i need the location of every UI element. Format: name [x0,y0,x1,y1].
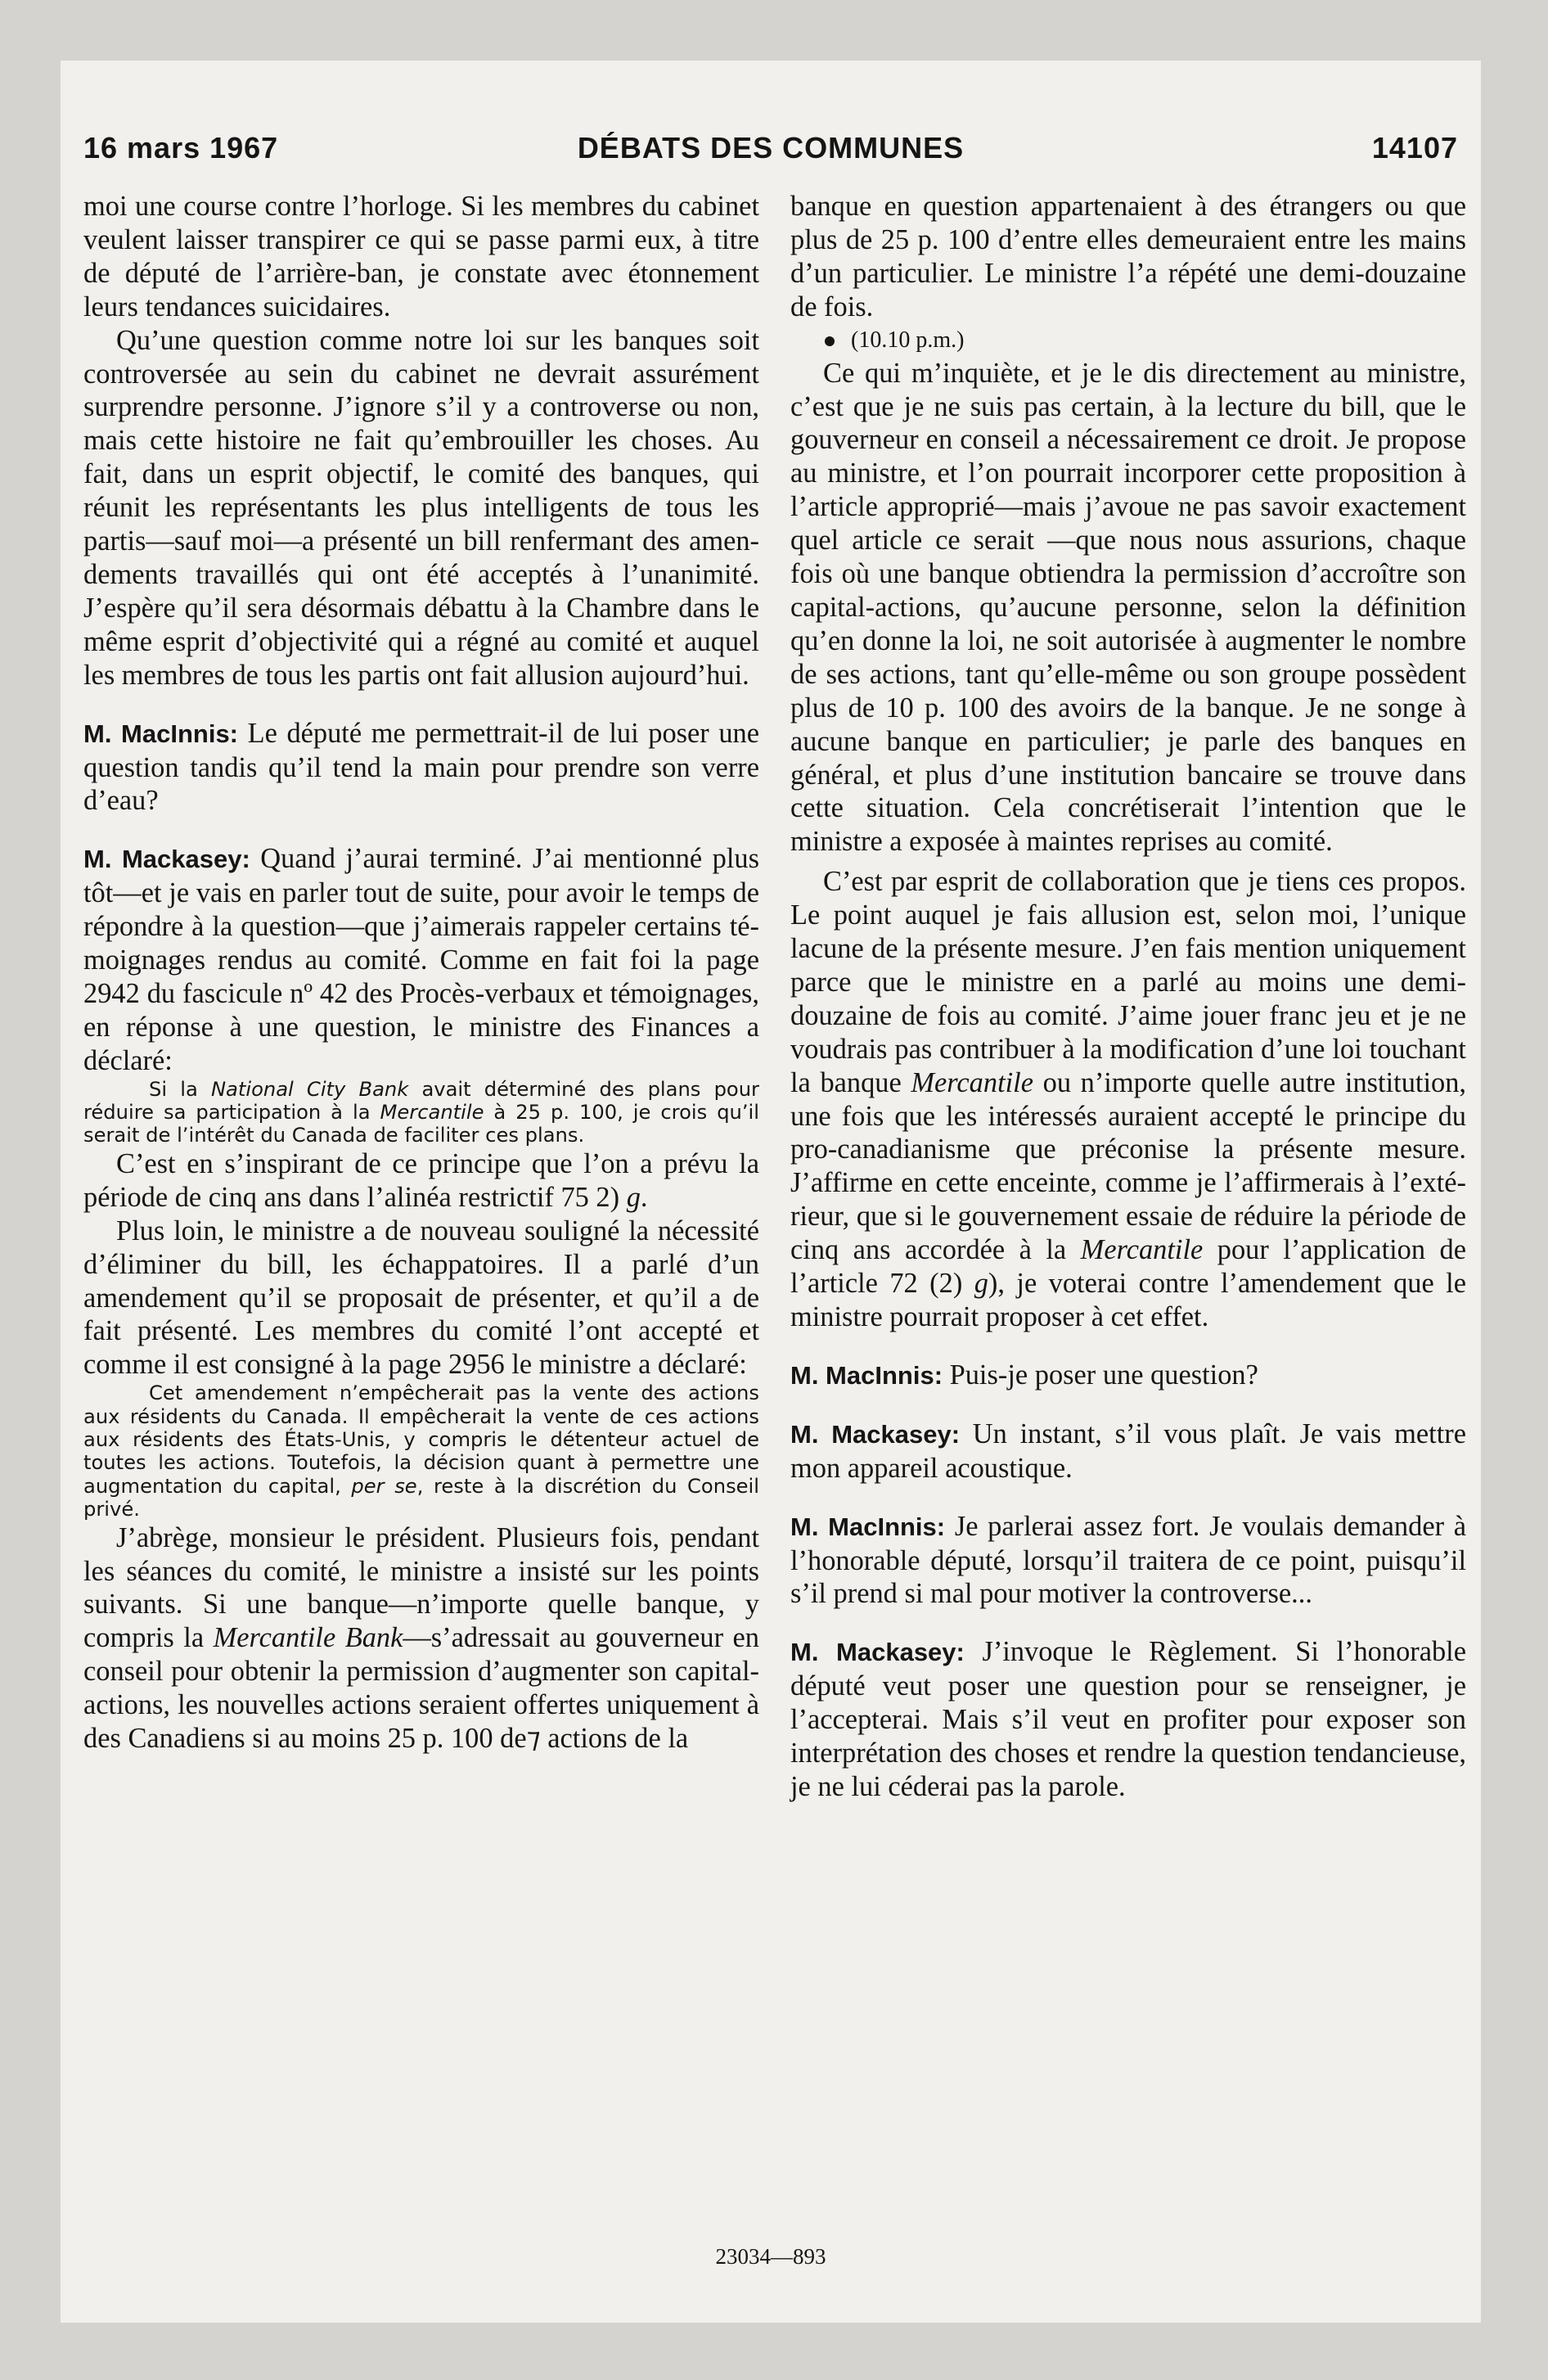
bullet-icon [825,336,835,346]
block-quote: Cet amendement n’empêcherait pas la vente des actions aux résidents du Canada. Il empêcherait la vente de ces actions aux résidents des États-Unis, y compris le détenteur actuel de toutes les actions. Toutefois, la décision quant à permettre une augmentation du capital, per se, reste à la discrétion du Conseil privé. [83,1382,759,1521]
paragraph: banque en question appartenaient à des étrangers ou que plus de 25 p. 100 d’entre elles demeuraient entre les mains d’un particulier. Le ministre l’a répété une demi-douzaine de fois. [790,191,1466,322]
speaker-turn [790,1510,1466,1611]
paragraph: C’est en s’inspirant de ce principe que l’on a prévu la période de cinq ans dans l’alinéa restrictif 75 2) g. [83,1147,759,1213]
paragraph: C’est par esprit de collaboration que je tiens ces propos. Le point auquel je fais allusion est, selon moi, l’unique lacune de la présente mesure. J’en fais mention uniquement parce que le ministre en a parlé au moins une demi-douzaine de fois au comité. J’aime jouer franc jeu et je ne voudrais pas contribuer à la modification d’une loi touchant la banque Mercantile ou n’importe quelle autre institution, une fois que les intéressés auraient accepté le principe du pro-canadianisme que préconise la présente mesure. J’affirme en cette enceinte, comme je l’affirmerais à l’extérieur, que si le gouvernement essaie de réduire la période de cinq ans accordée à la Mercantile pour l’application de l’article 72 (2) g), je voterai contre l’amendement que le ministre pourrait proposer à cet effet. [790,866,1466,1332]
speaker-name: M. MacInnis: [83,719,239,748]
block-quote: Si la National City Bank avait déterminé des plans pour réduire sa participation à la Mercantile à 25 p. 100, je crois qu’il serait de l’intérêt du Canada de faciliter ces plans. [83,1077,759,1147]
speaker-turn [83,842,759,1077]
paragraph: Ce qui m’inquiète, et je le dis directement au ministre, c’est que je ne suis pas certain, à la lecture du bill, que le gouverneur en conseil a nécessairement ce droit. Je propose au ministre, et l’on pourrait incorporer cette proposition à l’article approprié—mais j’avoue ne pas savoir exactement quel article ce serait —que nous nous assurions, chaque fois où une banque obtiendra la permission d’accroître son capital-actions, qu’aucune personne, selon la définition qu’en donne la loi, ne soit autorisée à augmenter le nombre de ses actions, tant qu’elle-même ou son groupe possèdent plus de 10 p. 100 des avoirs de la banque. Je ne songe à aucune banque en particulier; je parle des banques en général, et plus d’une institution bancaire se trouve dans cette situation. Cela concrétiserait l’intention que le ministre a exposée à maintes reprises au comité. [790,357,1466,858]
speaker-name: M. Mackasey: [790,1638,965,1667]
speaker-name: M. Mackasey: [790,1419,961,1449]
time-marker: (10.10 p.m.) [790,324,1466,357]
speaker-turn [83,717,759,818]
speech-text: Puis-je poser une question? [943,1359,1258,1391]
page-footer: 23034—893 [715,2244,826,2269]
speaker-turn [790,1635,1466,1804]
speaker-name: M. MacInnis: [790,1512,946,1541]
speech-text: Le député me permettrait-il de lui poser une question tandis qu’il tend la main pour prendre son verre d’eau? [83,717,760,817]
document-page [61,61,1481,2323]
speaker-name: M. MacInnis: [790,1360,943,1390]
paragraph: Qu’une question comme notre loi sur les banques soit controversée au sein du cabinet ne devrait assurément surprendre personne. J’ignore s’il y a controverse ou non, mais cette histoire ne fait qu’embrouiller les choses. Au fait, dans un esprit objectif, le comité des banques, qui réunit les représentants les plus intelligents de tous les partis—sauf moi—a présenté un bill renfermant des amendements travaillés qui ont été acceptés à l’unanimité. J’espère qu’il sera désormais débattu à la Chambre dans le même esprit d’objectivité qui a régné au comité et auquel les membres de tous les partis ont fait allusion aujourd’hui. [83,324,759,691]
header-page-number: 14107 [1371,131,1458,165]
speaker-turn [790,1418,1466,1485]
page-header [83,131,1458,172]
speech-text: Un instant, s’il vous plaît. Je vais mettre mon appareil acoustique. [790,1418,1466,1484]
right-column [790,190,1466,1804]
speech-text: Je parlerai assez fort. Je voulais demander à l’honorable député, lorsqu’il traitera de ce point, puisqu’il s’il prend si mal pour motiver la controverse... [790,1510,1466,1610]
header-date: 16 mars 1967 [83,131,279,165]
speech-text: J’invoque le Règlement. Si l’honorable député veut poser une question pour se renseigner, je l’accepterai. Mais s’il veut en profiter pour exposer son interprétation des choses et rendre la question tendancieuse, je ne lui céderai pas la parole. [790,1636,1467,1802]
paragraph: moi une course contre l’horloge. Si les membres du cabinet veulent laisser transpirer ce qui se passe parmi eux, à titre de député de l’arrière-ban, je constate avec étonnement leurs tendances suicidaires. [83,191,759,322]
speaker-name: M. Mackasey: [83,845,250,874]
speaker-turn [790,1359,1466,1393]
paragraph: J’abrège, monsieur le président. Plusieurs fois, pendant les séances du comité, le ministre a insisté sur les points suivants. Si une banque—n’importe quelle banque, y compris la Mercantile Bank—s’adressait au gouverneur en conseil pour obtenir la permission d’augmenter son capital-actions, les nouvelles actions seraient offertes uniquement à des Canadiens si au moins 25 p. 100 de⁊ actions de la [83,1521,759,1755]
header-title: DÉBATS DES COMMUNES [577,131,965,165]
left-column [83,190,759,1756]
paragraph: Plus loin, le ministre a de nouveau souligné la nécessité d’éliminer du bill, les échappatoires. Il a parlé d’un amendement qu’il se proposait de présenter, et qu’il a de fait présenté. Les membres du comité l’ont accepté et comme il est consigné à la page 2956 le ministre a déclaré: [83,1215,759,1381]
speech-text: Quand j’aurai terminé. J’ai mentionné plus tôt—et je vais en parler tout de suite, pour avoir le temps de répondre à la question—que j’aimerais rappeler certains témoignages rendus au comité. Comme en fait foi la page 2942 du fascicule nº 42 des Procès-verbaux et témoignages, en réponse à une question, le ministre des Finances a déclaré: [83,843,760,1076]
